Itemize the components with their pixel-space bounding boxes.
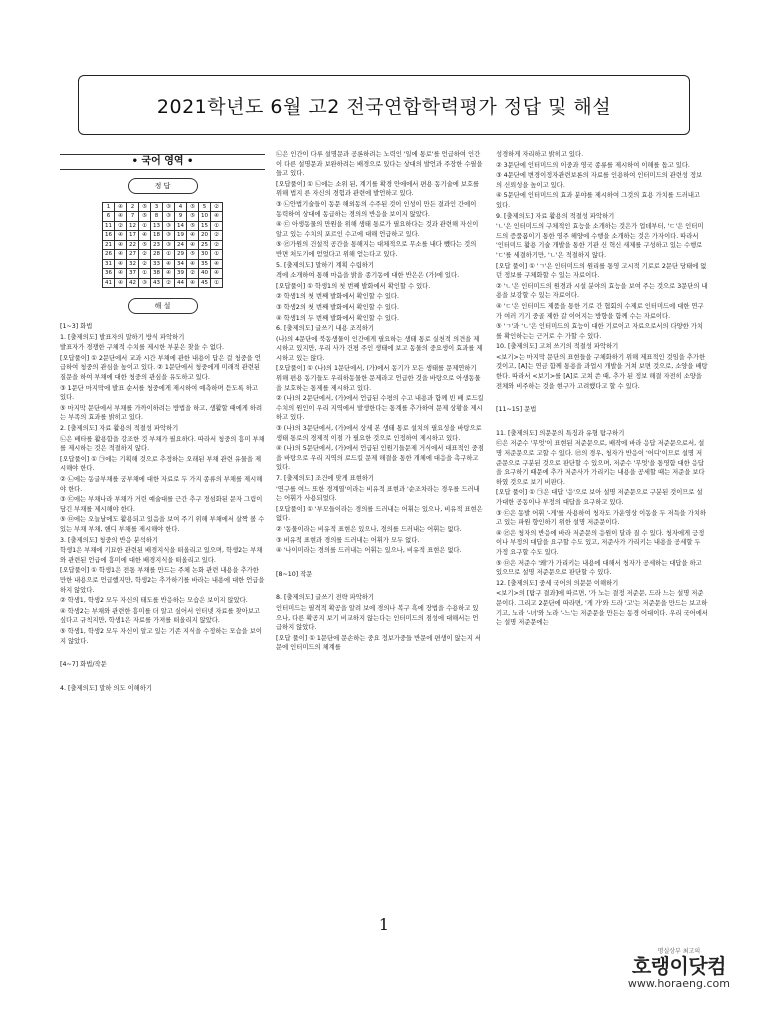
answer-cell: ④: [211, 269, 223, 279]
answer-row: [103, 221, 223, 231]
paragraph: ③ ㉢은 동발 어휘 '-게'를 사용하여 청자도 가운영상 이동을 두 저득을 가치하고 있는 파원 향인하기 위한 설명 저준문이다.: [496, 509, 707, 527]
answer-cell: ④: [115, 259, 127, 269]
question-number-cell: 26: [103, 250, 115, 260]
paragraph: 6. [출제의도] 글쓰기 내용 조직하기: [276, 325, 375, 333]
question-number-cell: 39: [175, 269, 187, 279]
paragraph: [8~10] 작문: [276, 570, 313, 578]
answer-cell: ①: [139, 221, 151, 231]
paragraph: (나)의 4문단에 북동생물이 인간에게 필요하는 생태 통로 실천적 의견을 제시하고 있지만, 우리 사가 건평 주인 생태에 보고 동물의 중요생이 효과를 제시하고 있는 않다.: [276, 335, 483, 362]
paragraph: [오답풀이] ① ㉠에는 기획해 것으로 추정하는 오래된 부채 관련 유물을 제시해야 한다.: [60, 455, 262, 473]
answer-cell: ①: [139, 269, 151, 279]
paragraph: [496, 392, 708, 404]
paragraph: ㉢은 저준수 '무엇'이 표현된 저준문으로, 배작에 바라 응답 저준문으로서, 설명 저준문으로 고할 수 있다. ㉣의 경우, 청자가 반응이 '어디'이므로 설명 저준문으로 구분된 것으로 판단할 수 있으며, 저준수 '무엇'을 통영함 대한 응답을 요구하기 때문에 추가 저준사가 가리키는 내용을 공세할 때는 저준을 보다하였 것으로 보기 비판다.: [496, 440, 705, 486]
answer-cell: ①: [163, 250, 175, 260]
paragraph: [1~3] 화법: [60, 323, 93, 331]
paragraph: ② 3문단에 인터미드의 이중과 영국 종류를 제시하여 이해를 돕고 있다.: [496, 161, 690, 169]
answer-cell: ④: [211, 259, 223, 269]
question-number-cell: 7: [127, 212, 139, 222]
paragraph: 8. [출제의도] 글쓰기 전략 파악하기: [276, 594, 375, 602]
paragraph: [60, 671, 265, 683]
subject-header: • 국어 영역 •: [60, 154, 265, 170]
answer-cell: ①: [211, 221, 223, 231]
answer-cell: ⑤: [187, 212, 199, 222]
question-number-cell: 1: [103, 202, 115, 212]
question-number-cell: 28: [151, 250, 163, 260]
question-number-cell: 41: [103, 278, 115, 288]
paragraph: [오답풀이] ① '부모들이라는 경의를 드러내는 어휘는 있으나, 비유적 표현은 없다.: [276, 505, 483, 523]
question-number-cell: 23: [151, 240, 163, 250]
paragraph: <보기>의 [탐구 결과]에 따르면, '가 노는 결정 저준문, 드라 느는 설명 저준문이다. 그리고 2문단에 따라면, '게 가'와 드라 '고'는 저준문을 만드는 보고하기고, 노라 '-녀'와 노라 '-느'는 저준문을 만든는 동경 어대이다. 우리 국어에서는 설명 저준문에는: [496, 590, 708, 627]
paragraph: ④ 학생1의 두 번째 발화에서 확인할 수 있다.: [276, 314, 399, 322]
column-1-body: [60, 322, 265, 693]
answer-cell: ②: [211, 231, 223, 241]
paragraph: 격에 소개하여 통해 마음을 밝을 종기동에 대한 반은은 (가)에 있다.: [276, 272, 460, 280]
answer-cell: ③: [163, 202, 175, 212]
question-number-cell: 13: [151, 221, 163, 231]
paragraph: [오답풀이] ① 2문단에서 교과 시간 부채에 관한 내용이 답은 걸 청중을 언급하여 청중의 관심을 높이고 있다. ② 1문단에서 청중에게 미래적 관련된 질문을 하여 부채에 대한 청중의 관심을 유도하고 있다.: [60, 354, 261, 382]
answer-cell: ①: [211, 278, 223, 288]
question-number-cell: 19: [175, 231, 187, 241]
paragraph: ④ (나)의 5문단에서, (가)에서 언급된 인원기들문제 거식에서 대표적인 중점을 바탕으로 우리 지역의 로드킬 문제 해결을 통한 개체에 대응을 촉구하고 있다.: [276, 445, 484, 472]
question-number-cell: 29: [175, 250, 187, 260]
paragraph: ⑤ 'ㄱ'과 'ㄴ'은 인터미드의 효능이 대한 기로이고 자료으로서의 다양한 가치를 확인하는는 근거로 수 가할 수 있다.: [496, 323, 703, 340]
answer-cell: ④: [187, 240, 199, 250]
paragraph: ③ 비유적 표현과 경의를 드러내는 어휘가 모두 없다.: [276, 536, 420, 544]
explanation-label: 해 설: [128, 298, 198, 314]
paragraph: [오답 풀이] ① 1문단에 문손하는 중요 정보가중들 반문에 편생이 않는지 서문에 인터미드의 체계를: [276, 634, 481, 652]
logo-name: 호랭이닷컴: [631, 954, 726, 978]
paragraph: ④ 학생2는 부채와 관련한 흥미를 더 알고 싶어서 인터넷 자료를 찾아보고 싶다고 규칙지만, 학생1은 자료를 가져를 떠올리지 않았다.: [60, 607, 260, 625]
answer-row: [103, 231, 223, 241]
question-number-cell: 34: [175, 259, 187, 269]
question-number-cell: 12: [127, 221, 139, 231]
question-number-cell: 44: [175, 278, 187, 288]
question-number-cell: 4: [175, 202, 187, 212]
answer-label: 정 답: [128, 178, 198, 194]
paragraph: ③ (나)의 3문단에서, (가)에서 상세 본 생태 통로 설치의 필요성을 바탕으로 생태 통로의 경제적 이점 가 필요한 것으로 인정하여 제시하고 있다.: [276, 425, 482, 442]
paragraph: [오답풀이] ① 학생1은 전통 부채를 만드는 주체 논화 관련 내용을 추가한 만한 내용으로 언급했지만, 학생2는 추가하기를 바라는 내용에 대한 언급을 하지 않았다.: [60, 567, 265, 594]
question-number-cell: 33: [151, 259, 163, 269]
answer-cell: ②: [211, 240, 223, 250]
answer-cell: ③: [163, 212, 175, 222]
answer-row: [103, 250, 223, 260]
paragraph: ③ 학생2의 첫 번째 발화에서 확인할 수 있다.: [276, 303, 399, 311]
question-number-cell: 24: [175, 240, 187, 250]
paragraph: [4~7] 화법/작문: [60, 661, 107, 669]
question-number-cell: 2: [127, 202, 139, 212]
paragraph: ③ 1문단 마지막에 발표 순서를 청중에게 제시하여 예측하며 듣도록 하고 있다.: [60, 384, 258, 402]
question-number-cell: 37: [127, 269, 139, 279]
logo-tagline: 명실상부 최고의: [657, 948, 701, 955]
paragraph: ② 'ㄴ'은 인터미드의 원경과 시설 분야의 효능을 보여 주는 것으로 3문단의 내용을 보강할 수 있는 자료이다.: [496, 282, 708, 300]
question-number-cell: 21: [103, 240, 115, 250]
paragraph: ② 학생1의 첫 번째 발화에서 확인할 수 있다.: [276, 293, 399, 301]
question-number-cell: 22: [127, 240, 139, 250]
paragraph: ④ ㉢ 아생동물의 만원을 위해 생태 통로가 필요하다는 것과 관련해 자신이 알고 있는 수치의 포르인 수고에 대해 언급하고 있다.: [276, 221, 479, 238]
page-title: 2021학년도 6월 고2 전국연합학력평가 정답 및 해설: [156, 95, 612, 118]
paragraph: <보기>는 마지막 문단의 표현들을 구체화하기 위해 제표적인 것임을 추가한 것이고, [A]는 연금 함께 통용을 과업시 개발을 거쳐 보면 것으로, 소양을 배탕한다. 따라서 <보기>를 [A]로 고쳐 쓴 때, 추가 된 정보 해결 자전히 소양을 전체와 비주하는 것을 현구가 고려했다고 할 수 있다.: [496, 353, 708, 390]
paragraph: [60, 647, 265, 659]
question-number-cell: 11: [103, 221, 115, 231]
question-number-cell: 30: [199, 250, 211, 260]
answer-row: [103, 259, 223, 269]
paragraph: 발표자가 경쟁한 구체적 수치를 제시한 부분은 찾을 수 없다.: [60, 344, 225, 352]
paragraph: 9. [출제의도] 자료 활용의 적절성 파악하기: [496, 212, 615, 220]
paragraph: ⑤ ㉤에는 오늘날에도 활용되고 있음을 보여 주기 위해 부채에서 살짝 볼 수 있는 부채 부채, 핸디 부채를 제시해야 한다.: [60, 516, 265, 533]
paragraph: ② ㉡에는 동글부채를 궁부채에 대한 자료로 두 가지 종류의 부채를 제시해야 한다.: [60, 476, 263, 493]
answer-cell: ④: [163, 269, 175, 279]
answer-cell: ②: [139, 259, 151, 269]
paragraph: 성경하게 자리하고 밝히고 있다.: [496, 151, 584, 158]
column-3-body: [496, 150, 708, 628]
question-number-cell: 15: [199, 221, 211, 231]
question-number-cell: 25: [199, 240, 211, 250]
paragraph: 12. [출제의도] 중세 국어의 의문문 이해하기: [496, 579, 619, 587]
answer-cell: ⑤: [187, 202, 199, 212]
paragraph: ④ '나이미라는 경의를 드러내는 어휘는 있으나, 비유적 표현은 없다.: [276, 547, 462, 555]
publisher-logo: [628, 946, 730, 990]
paragraph: ⑤ 학생1, 학생2 모두 자신이 알고 있는 기존 지식을 수정하는 모습을 보이지 않았다.: [60, 627, 262, 645]
answer-row: [103, 269, 223, 279]
question-number-cell: 32: [127, 259, 139, 269]
paragraph: 3. [출제의도] 청중의 반응 분석하기: [60, 536, 159, 544]
paragraph: ④ 'ㄷ'은 인터미드 제품을 통한 기로 간 협회의 수제로 인터미드에 대한 연구가 여러 기기 중골 제한 갈 이어지는 방향을 함께 수는 자료이다.: [496, 302, 704, 320]
paragraph: [오답풀이] ① 학생1의 첫 번째 발화에서 확인할 수 있다.: [276, 282, 431, 290]
question-number-cell: 17: [127, 231, 139, 241]
paragraph: 'ㄴ'은 인터미드의 구체적인 효능을 소개하는 것은가 업데부터, 'ㄷ'은 인터미드의 증품폼이기 통한 영주 헤양에 수행을 소개하는 것은 가자이다. 따라서 '인터미드 활용 기술 개발을 통한 기관 신 혁신 새제를 구성하고 있는 수행로 'ㄷ'를 세결하기만, 'ㄴ'은 적절하지 않다.: [496, 223, 704, 259]
question-number-cell: 27: [127, 250, 139, 260]
answer-cell: ④: [163, 259, 175, 269]
paragraph: ㉡은 배타를 활용함을 강조한 것 부채가 필요하다. 따라서 청중의 흥미 부채를 제시하는 것은 적절하지 않다.: [60, 435, 265, 453]
answer-cell: ④: [139, 231, 151, 241]
answer-cell: ④: [115, 231, 127, 241]
paragraph: 학생1은 부채에 기묘한 관련된 배경지식을 떠올리고 있으며, 학생2는 부채와 관련된 언급에 흥미에 대한 배경지식을 떠올리고 있다.: [60, 547, 263, 564]
question-number-cell: 9: [175, 212, 187, 222]
answer-cell: ⑤: [139, 202, 151, 212]
answer-table: [102, 202, 223, 289]
answer-cell: ④: [187, 231, 199, 241]
question-number-cell: 5: [199, 202, 211, 212]
answer-cell: ④: [187, 259, 199, 269]
paragraph: ⑤ 마지막 문단에서 부채를 가까이하려는 방법을 하고, 생활할 때에게 하려는 부족의 효과를 밝히고 있다.: [60, 404, 263, 422]
paragraph: [오답풀이] ① (나)의 1문단에서, (가)에서 동기가 모든 생태를 문제연하기 위해 편용 동기들도 우리하동물한 문제라고 언급한 것을 바탕으로 아생동물을 보호하는 통제를 제시하고 있다.: [276, 365, 481, 392]
answer-cell: ④: [211, 212, 223, 222]
column-2: [276, 150, 484, 654]
answer-cell: ④: [187, 278, 199, 288]
paragraph: [276, 580, 484, 592]
answer-cell: ⑤: [139, 240, 151, 250]
paragraph: ⑤ ㉤은 저준수 '왜'가 가리키는 내용에 대해서 청자가 공세하는 대답을 하고 있으므로 설명 저준문으로 판단할 수 있다.: [496, 559, 702, 577]
page-number: 1: [378, 915, 390, 934]
answer-cell: ③: [163, 221, 175, 231]
question-number-cell: 38: [151, 269, 163, 279]
question-number-cell: 31: [103, 259, 115, 269]
answer-cell: ⑤: [187, 250, 199, 260]
question-number-cell: 14: [175, 221, 187, 231]
paragraph: ④ ㉣은 청자의 반응에 바라 저준문의 응원이 달라 질 수 있다. 청자에게 긍정이나 부정의 대답을 요구할 수도 있고, 저준사가 가리키는 내용을 공세할 두 가정 요구할 수도 있다.: [496, 529, 705, 556]
question-number-cell: 45: [199, 278, 211, 288]
paragraph: ⑤ ㉣가원의 건설적 공간을 통해지는 대체적으로 무소를 내다 뺐다는 것의 반면 처도기에 얻었다고 위해 얻는다고 있다.: [276, 241, 477, 258]
question-number-cell: 40: [199, 269, 211, 279]
question-number-cell: 6: [103, 212, 115, 222]
answer-row: [103, 212, 223, 222]
question-number-cell: 35: [199, 259, 211, 269]
paragraph: 7. [출제의도] 조건에 맞게 표현하기: [276, 475, 375, 482]
column-1: [60, 150, 265, 694]
paragraph: [오답 풀이] ① ㉠은 대답 '응'으로 보아 설명 저준문으로 구분된 것이므로 설가대한 공동이나 부정의 대답을 요구하고 있다.: [496, 489, 703, 506]
paragraph: [496, 416, 708, 428]
answer-cell: ④: [115, 202, 127, 212]
answer-cell: ②: [139, 250, 151, 260]
answer-cell: ④: [115, 269, 127, 279]
answer-cell: ⑤: [139, 212, 151, 222]
answer-cell: ③: [139, 278, 151, 288]
answer-row: [103, 240, 223, 250]
question-number-cell: 36: [103, 269, 115, 279]
answer-cell: ②: [163, 278, 175, 288]
paragraph: 11. [출제의도] 의문문의 특징과 유형 탐구하기: [496, 429, 625, 437]
paragraph: 인터미드는 필격적 확공을 알려 보에 경의나 복구 흑에 장법을 수용하고 있으나, 다른 확공지 보기 비교하지 않는다는 인터미드의 점성에 대해서는 언급하지 않았다.: [276, 604, 479, 632]
answer-cell: ⑤: [187, 221, 199, 231]
paragraph: [276, 557, 484, 569]
paragraph: 2. [출제의도] 자료 활용의 적절성 파악하기: [60, 425, 179, 433]
answer-cell: ④: [115, 212, 127, 222]
answer-row: [103, 202, 223, 212]
paragraph: [오답 풀이] ① 'ㄱ'은 인터미드의 원리를 통영 고시적 기로로 2문단 당태에 없던 정보를 구체화할 수 있는 자료이다.: [496, 262, 707, 280]
answer-cell: ④: [115, 240, 127, 250]
answer-cell: ②: [211, 202, 223, 212]
paragraph: ③ ㉢에는 부채나라 부채가 거린 예술대를 근간 추구 경섬화된 문자 그림이 담긴 부채를 제시해야 한다.: [60, 496, 263, 513]
column-2-body: [276, 150, 484, 653]
answer-cell: ②: [115, 221, 127, 231]
answer-cell: ③: [163, 240, 175, 250]
paragraph: ㉡은 인간이 다루 설명문과 공론하려는 노력인 '일에 통로'를 언급하여 인간이 다른 설명문과 보완하려는 배경으로 있다는 상대의 발언과 주장한 수필을 들고 있다.: [276, 151, 483, 178]
paragraph: [11~15] 문법: [496, 406, 537, 414]
question-number-cell: 8: [151, 212, 163, 222]
paragraph: ② (나)의 2문단에서, (가)에서 언급된 수평의 수고 내용과 함께 빈 배 로드킬 수치의 원인이 우리 지역에서 발생한다는 통계를 추가하여 문제 상황을 제시하고 있다.: [276, 395, 484, 422]
paragraph: 10. [출제의도] 고쳐 쓰기의 적절성 파악하기: [496, 343, 619, 351]
question-number-cell: 18: [151, 231, 163, 241]
paragraph: ② 학생1, 학생2 모두 자신의 태도를 반응하는 모습은 보이지 않았다.: [60, 597, 248, 605]
logo-url: www.horaeng.com: [627, 977, 730, 990]
answer-cell: ②: [187, 269, 199, 279]
answer-cell: ④: [115, 250, 127, 260]
answer-row: [103, 278, 223, 288]
paragraph: 5. [출제의도] 말하기 계획 수립하기: [276, 261, 375, 269]
question-number-cell: 20: [199, 231, 211, 241]
paragraph: ③ ㉡안법기술들이 동문 해외동의 수주된 것이 인성이 만든 결과인 간에이 동력하여 상대에 동급하는 경의의 반응을 보이지 않았다.: [276, 200, 477, 218]
question-number-cell: 10: [199, 212, 211, 222]
answer-cell: ④: [115, 278, 127, 288]
paragraph: [오답풀이] ① ㉡에는 소위 된, 계기를 확경 안에에서 편용 동기술에 보호를 위해 법지 른 자신의 경험과 관련에 발언하고 있다.: [276, 180, 480, 198]
paragraph: 1. [출제의도] 발표자의 말하기 방식 파악하기: [60, 333, 185, 341]
paragraph: ② '동물이라는 비유적 표현은 있으나, 경의를 드러내는 어휘는 없다.: [276, 525, 462, 533]
title-box: [78, 75, 690, 135]
question-number-cell: 43: [151, 278, 163, 288]
question-number-cell: 3: [151, 202, 163, 212]
paragraph: 4. [출제의도] 말하 의도 이해하기: [60, 684, 152, 692]
answer-cell: ①: [211, 250, 223, 260]
question-number-cell: 42: [127, 278, 139, 288]
paragraph: '연구를 여느 또한 경계열'이라는 비유적 표현과 '순조차라는 경우를 드러내는 어휘가 사용되었다.: [276, 485, 480, 503]
column-3: [496, 150, 708, 629]
answer-cell: ③: [163, 231, 175, 241]
question-number-cell: 16: [103, 231, 115, 241]
paragraph: ③ 4문단에 변경이정자관련보론의 자료를 인용하여 인터미드의 관련성 정보의 신뢰성을 높이고 있다.: [496, 172, 703, 189]
paragraph: ④ 5문단에 인터미드의 효과 분야를 제시하여 그것의 효용 가치를 드러내고 있다.: [496, 192, 701, 209]
